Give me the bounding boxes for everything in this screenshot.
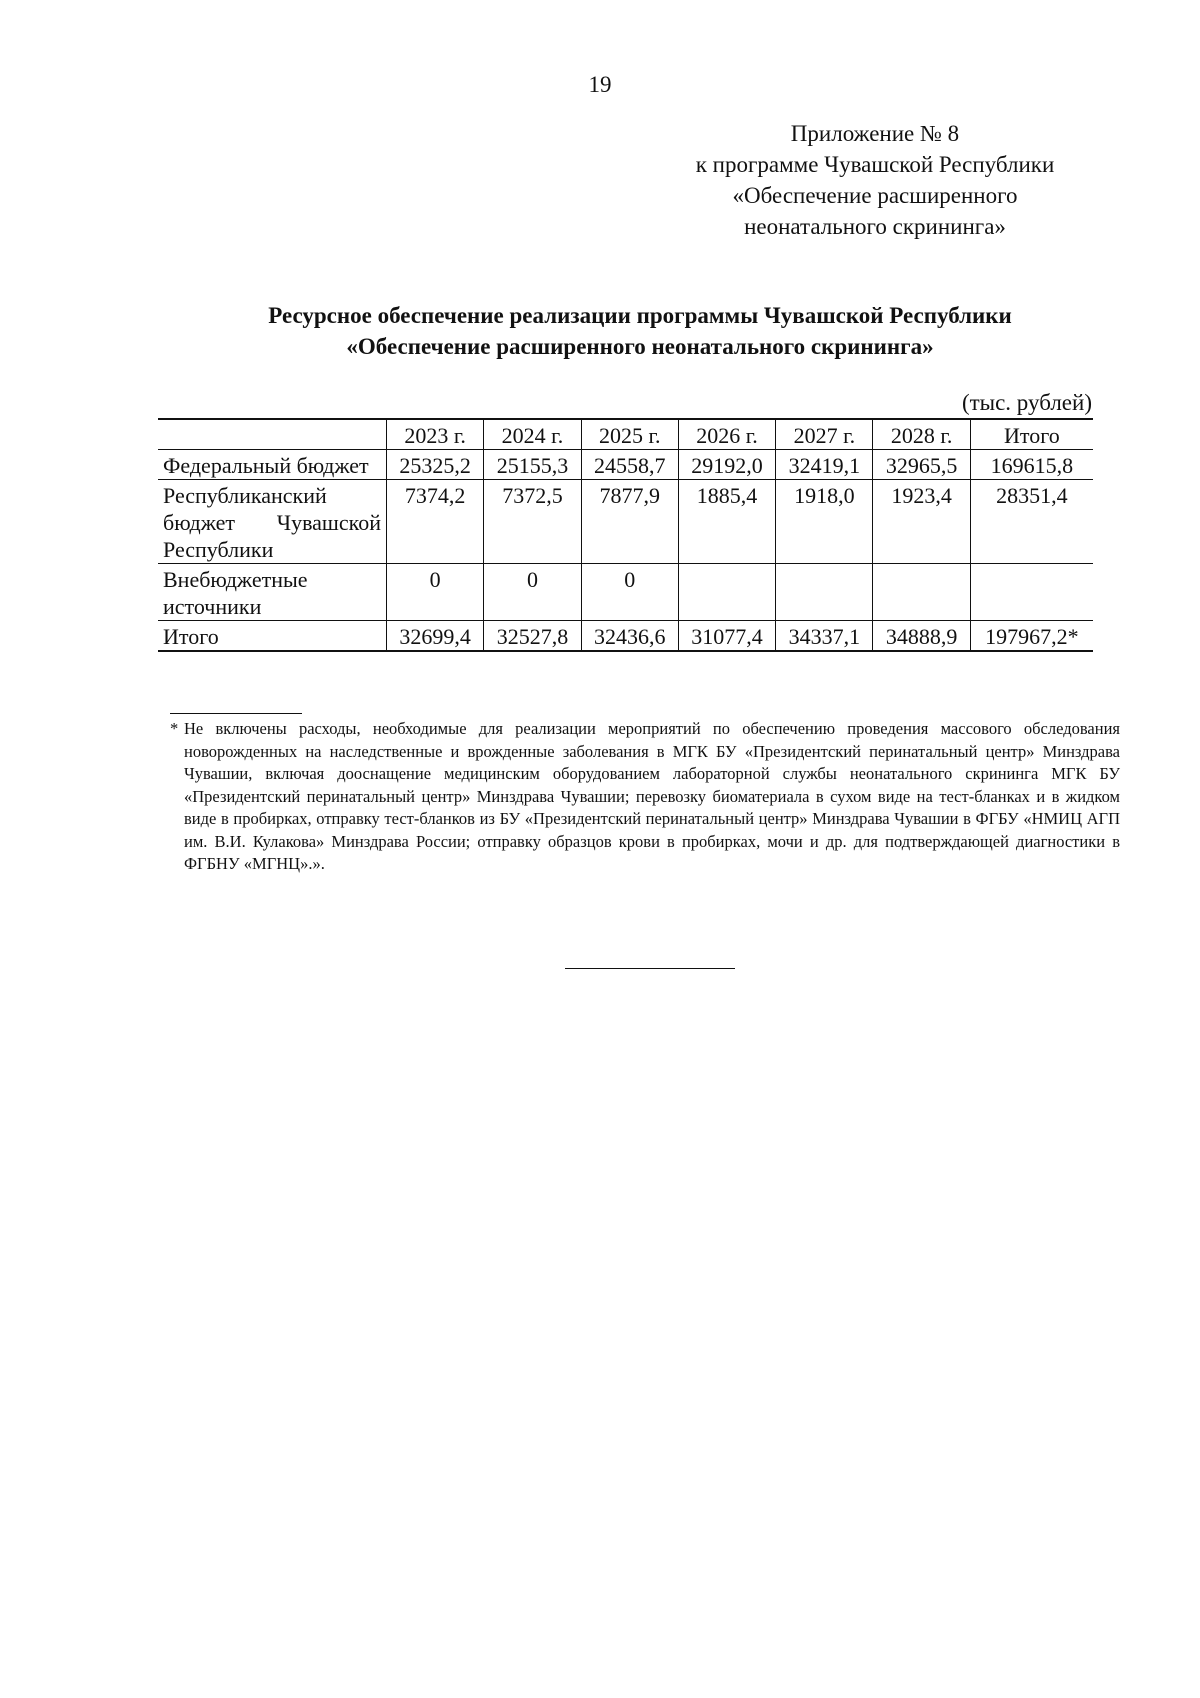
footnote bbox=[170, 718, 1120, 876]
appendix-line: к программе Чувашской Республики bbox=[695, 152, 1055, 177]
table-row bbox=[158, 564, 1093, 621]
footnote-text: Не включены расходы, необходимые для реализации мероприятий по обеспечению проведения массового обследования новорожденных на наследственные и врожденные заболевания в МГК БУ «Президентский перинатальный центр» Минздрава Чувашии, включая дооснащение медицинским оборудованием лабораторной службы неонатального скрининга МГК БУ «Президентский перинатальный центр» Минздрава Чувашии; перевозку биоматериала в сухом виде на тест-бланках и в жидком виде в пробирках, отправку тест-бланков из БУ «Президентский перинатальный центр» Минздрава Чувашии в ФГБУ «НМИЦ АГП им. В.И. Кулакова» Минздрава России; отправку образцов крови в пробирках, мочи и др. для подтверждающей диагностики в ФГБНУ «МГНЦ».». bbox=[184, 719, 1120, 873]
table-cell: 1885,4 bbox=[678, 480, 775, 564]
table-cell: 197967,2* bbox=[970, 621, 1093, 652]
table-cell: 0 bbox=[581, 564, 678, 621]
page-number: 19 bbox=[588, 72, 612, 97]
footnote-divider bbox=[170, 713, 302, 714]
table-header-cell: Итого bbox=[970, 419, 1093, 450]
document-title bbox=[150, 300, 1130, 362]
table-header-cell: 2028 г. bbox=[873, 419, 970, 450]
end-divider bbox=[565, 968, 735, 969]
table-cell: 34337,1 bbox=[776, 621, 873, 652]
table-cell: 32436,6 bbox=[581, 621, 678, 652]
table-cell: 0 bbox=[484, 564, 581, 621]
table-cell: 32527,8 bbox=[484, 621, 581, 652]
appendix-header bbox=[655, 118, 1095, 242]
table-cell bbox=[873, 564, 970, 621]
table-cell: 31077,4 bbox=[678, 621, 775, 652]
row-label: Внебюджетные источники bbox=[158, 564, 387, 621]
table-cell bbox=[970, 564, 1093, 621]
title-line-2: «Обеспечение расширенного неонатального скрининга» bbox=[346, 334, 934, 359]
table-header-cell: 2026 г. bbox=[678, 419, 775, 450]
table-header-row bbox=[158, 419, 1093, 450]
table-header-cell: 2027 г. bbox=[776, 419, 873, 450]
table-cell: 32699,4 bbox=[387, 621, 484, 652]
table-row bbox=[158, 480, 1093, 564]
table-cell: 24558,7 bbox=[581, 450, 678, 480]
table-cell: 7877,9 bbox=[581, 480, 678, 564]
table-cell: 34888,9 bbox=[873, 621, 970, 652]
table-row bbox=[158, 450, 1093, 480]
table-cell: 25155,3 bbox=[484, 450, 581, 480]
footnote-marker: * bbox=[170, 719, 179, 738]
table-cell bbox=[678, 564, 775, 621]
table-cell: 7374,2 bbox=[387, 480, 484, 564]
table-cell: 25325,2 bbox=[387, 450, 484, 480]
table-cell: 28351,4 bbox=[970, 480, 1093, 564]
table-cell bbox=[776, 564, 873, 621]
budget-table bbox=[158, 418, 1093, 652]
table-cell: 7372,5 bbox=[484, 480, 581, 564]
table-cell: 29192,0 bbox=[678, 450, 775, 480]
row-label: Республиканский бюджет Чувашской Республики bbox=[158, 480, 387, 564]
title-line-1: Ресурсное обеспечение реализации программы Чувашской Республики bbox=[268, 303, 1012, 328]
table-cell: 169615,8 bbox=[970, 450, 1093, 480]
appendix-line: неонатального скрининга» bbox=[744, 214, 1006, 239]
table-header-cell bbox=[158, 419, 387, 450]
table-header-cell: 2025 г. bbox=[581, 419, 678, 450]
row-label: Итого bbox=[158, 621, 387, 652]
table-cell: 32419,1 bbox=[776, 450, 873, 480]
table-cell: 1918,0 bbox=[776, 480, 873, 564]
table-cell: 1923,4 bbox=[873, 480, 970, 564]
units-label: (тыс. рублей) bbox=[961, 390, 1092, 415]
table-header-cell: 2024 г. bbox=[484, 419, 581, 450]
table-header-cell: 2023 г. bbox=[387, 419, 484, 450]
table-cell: 32965,5 bbox=[873, 450, 970, 480]
appendix-line: «Обеспечение расширенного bbox=[732, 183, 1018, 208]
table-cell: 0 bbox=[387, 564, 484, 621]
appendix-line: Приложение № 8 bbox=[790, 121, 960, 146]
table-total-row bbox=[158, 621, 1093, 652]
row-label: Федеральный бюджет bbox=[158, 450, 387, 480]
